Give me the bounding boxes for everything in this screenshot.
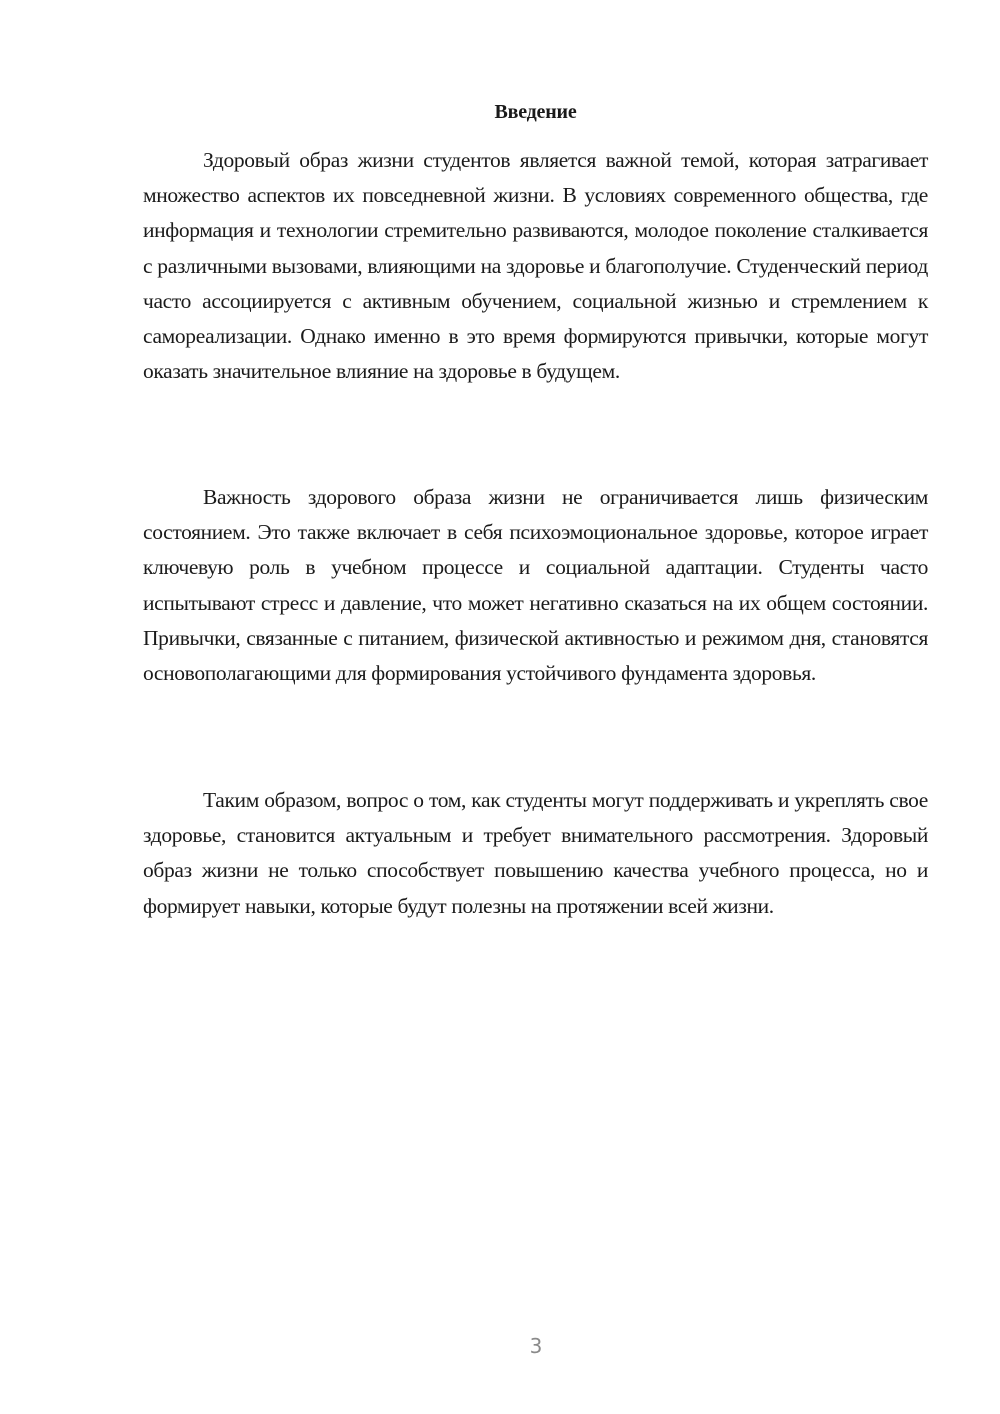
- section-title: Введение: [494, 101, 577, 123]
- page-number: 3: [529, 1334, 543, 1358]
- paragraph-3: Таким образом, вопрос о том, как студенты могут поддерживать и укреплять свое здоровье, становится актуальным и требует внимательного рассмотрения. Здоровый образ жизни не только способствует повышению качества учебного процесса, но и формирует навыки, которые будут полезны на протяжении всей жизни.: [143, 788, 928, 918]
- paragraph-1: Здоровый образ жизни студентов является важной темой, которая затрагивает множество аспектов их повседневной жизни. В условиях современного общества, где информация и технологии стремительно развиваются, молодое поколение сталкивается с различными вызовами, влияющими на здоровье и благополучие. Студенческий период часто ассоциируется с активным обучением, социальной жизнью и стремлением к самореализации. Однако именно в это время формируются привычки, которые могут оказать значительное влияние на здоровье в будущем.: [143, 148, 928, 384]
- paragraph-2: Важность здорового образа жизни не ограничивается лишь физическим состоянием. Это также включает в себя психоэмоциональное здоровье, которое играет ключевую роль в учебном процессе и социальной адаптации. Студенты часто испытывают стресс и давление, что может негативно сказаться на их общем состоянии. Привычки, связанные с питанием, физической активностью и режимом дня, становятся основополагающими для формирования устойчивого фундамента здоровья.: [143, 485, 928, 686]
